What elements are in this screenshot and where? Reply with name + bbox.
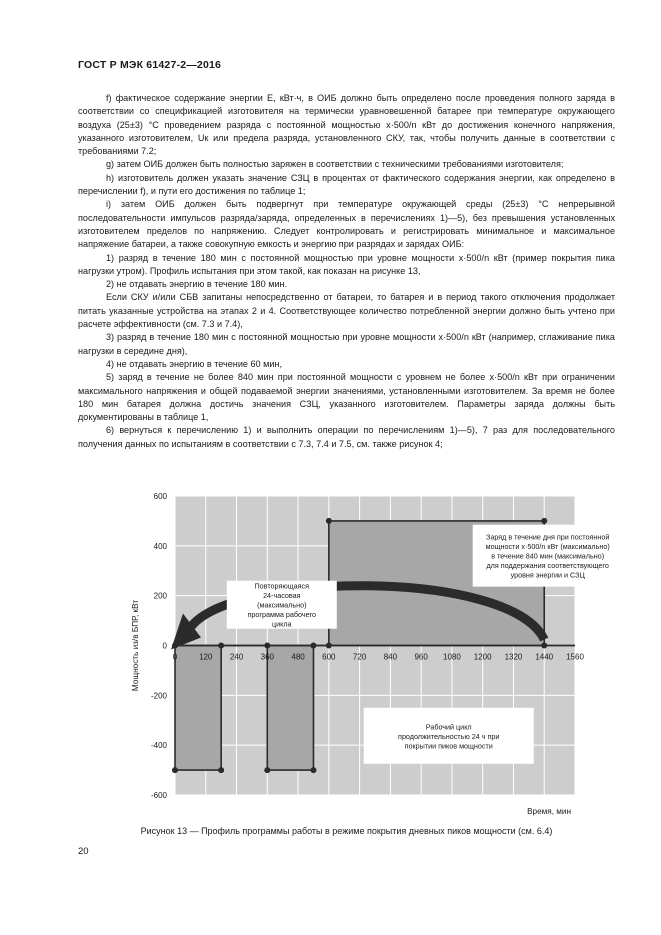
figure-caption: Рисунок 13 — Профиль программы работы в режиме покрытия дневных пиков мощности (см. 6.4)	[140, 826, 553, 836]
x-tick-label: 0	[172, 652, 178, 662]
annotation-charge-line: Заряд в течение дня при постоянной	[486, 532, 610, 542]
x-tick-label: 1320	[504, 652, 523, 662]
data-point	[541, 518, 547, 524]
paragraph: Если СКУ и/или СБВ запитаны непосредственно от батареи, то батарея и в период такого отключения продолжает питать указанные устройства на этапах 2 и 4. Соответствующее количество потребленной энергии должно быть учтено при расчете эффективности (см. 7.3 и 7.4),	[78, 292, 615, 330]
annotation-charge-line: для поддержания соответствующего	[486, 561, 609, 571]
data-point	[172, 767, 178, 773]
page-number: 20	[78, 846, 89, 857]
annotation-charge	[473, 525, 623, 587]
annotation-repeat-line: (максимально)	[257, 600, 307, 610]
x-tick-label: 840	[383, 652, 398, 662]
y-tick-label: 400	[153, 541, 167, 551]
body-text	[78, 92, 615, 451]
x-tick-label: 120	[199, 652, 213, 662]
paragraph: 4) не отдавать энергию в течение 60 мин,	[106, 358, 283, 369]
annotation-repeat	[227, 581, 337, 629]
annotation-workcycle	[364, 708, 534, 764]
annotation-charge-line: мощности x·500/n кВт (максимально)	[485, 542, 610, 552]
x-tick-label: 720	[352, 652, 367, 662]
data-point	[326, 518, 332, 524]
annotation-workcycle-line: покрытии пиков мощности	[404, 741, 493, 751]
y-tick-label: -200	[150, 691, 167, 701]
x-tick-label: 480	[291, 652, 305, 662]
annotation-workcycle-line: продолжительностью 24 ч при	[398, 731, 500, 741]
y-tick-label: -400	[150, 741, 167, 751]
paragraph: g) затем ОИБ должен быть полностью заряжен в соответствии с техническими требованиями изготовителя;	[106, 159, 564, 170]
document-header: ГОСТ Р МЭК 61427-2—2016	[78, 59, 222, 71]
paragraph: h) изготовитель должен указать значение СЗЦ в процентах от фактического содержания энергии, как определено в перечислении f), и пути его достижения по таблице 1;	[78, 172, 615, 197]
x-axis-label: Время, мин	[527, 807, 571, 816]
paragraph: i) затем ОИБ должен быть подвергнут при температуре окружающей среды (25±3) °C непрерывной последовательности импульсов разряда/заряда, определенных в перечислениях 1)—5), без превышения установленных изготовителем пределов по напряжению. Следует контролировать и регистрировать минимальное и максимальное напряжение батареи, а также совокупную емкость и энергию при разрядах и зарядах ОИБ:	[78, 199, 615, 250]
paragraph: 5) заряд в течение не более 840 мин при постоянной мощности с уровнем не более x·500/n кВт при ограничении максимального напряжения и общей подаваемой энергии значениями, установленными изготовителем. За время не более 180 мин батарея должна достичь значения СЗЦ, указанного изготовителем. Параметры заряда должны быть документированы в таблице 1,	[78, 372, 615, 423]
y-tick-label: -600	[150, 791, 167, 800]
data-point	[310, 767, 316, 773]
figure-13-chart	[118, 488, 610, 823]
annotation-workcycle-line: Рабочий цикл	[425, 722, 472, 732]
annotation-repeat-line: Повторяющаяся	[254, 581, 310, 591]
paragraph: 6) вернуться к перечислению 1) и выполнить операции по перечислениям 1)—5), 7 раз для последовательного получения данных по испытаниям в соответствии с 7.3, 7.4 и 7.5, см. также рисунок 4;	[78, 425, 615, 449]
x-tick-label: 360	[260, 652, 274, 662]
annotation-charge-line: в течение 840 мин (максимально)	[491, 551, 605, 561]
paragraph: 1) разряд в течение 180 мин с постоянной мощностью при уровне мощности x·500/n кВт (пример покрытия пика нагрузки утром). Профиль испытания при этом такой, как показан на рисунке 13,	[78, 252, 615, 276]
annotation-repeat-line: программа рабочего	[247, 610, 317, 620]
x-tick-label: 960	[414, 652, 428, 662]
data-point	[218, 767, 224, 773]
paragraph: f) фактическое содержание энергии E, кВт·ч, в ОИБ должно быть определено после проведения полного заряда в соответствии со спецификацией изготовителя на термически уравновешенной батарее при температуре окружающего воздуха (25±3) °C проведением разряда с постоянной мощностью x·500/n кВт до достижения конечного напряжения, указанного изготовителем, Uк или предела разряда, установленного СКУ, так, чтобы получить данные в соответствии с требованиями 7.2;	[78, 93, 615, 157]
paragraph: 2) не отдавать энергию в течение 180 мин.	[106, 279, 288, 290]
chart-svg	[118, 488, 610, 818]
y-tick-label: 200	[153, 591, 167, 601]
data-point	[264, 767, 270, 773]
x-tick-label: 1440	[535, 652, 554, 662]
y-tick-label: 600	[153, 492, 167, 501]
annotation-repeat-line: 24-часовая	[263, 591, 301, 601]
x-tick-label: 240	[229, 652, 244, 662]
x-tick-label: 1080	[443, 652, 461, 662]
y-tick-label: 0	[162, 641, 167, 651]
y-axis-label: Мощность из/в БПР, кВт	[131, 599, 140, 692]
x-tick-label: 1200	[473, 652, 492, 662]
annotation-repeat-line: цикла	[272, 619, 292, 629]
annotation-charge-line: уровня энергии и СЗЦ	[510, 570, 585, 580]
x-tick-label: 600	[322, 652, 336, 662]
paragraph: 3) разряд в течение 180 мин с постоянной мощностью при уровне мощности x·500/n кВт (например, сглаживание пика нагрузки в середине дня),	[78, 332, 615, 356]
x-tick-label: 1560	[566, 652, 584, 662]
